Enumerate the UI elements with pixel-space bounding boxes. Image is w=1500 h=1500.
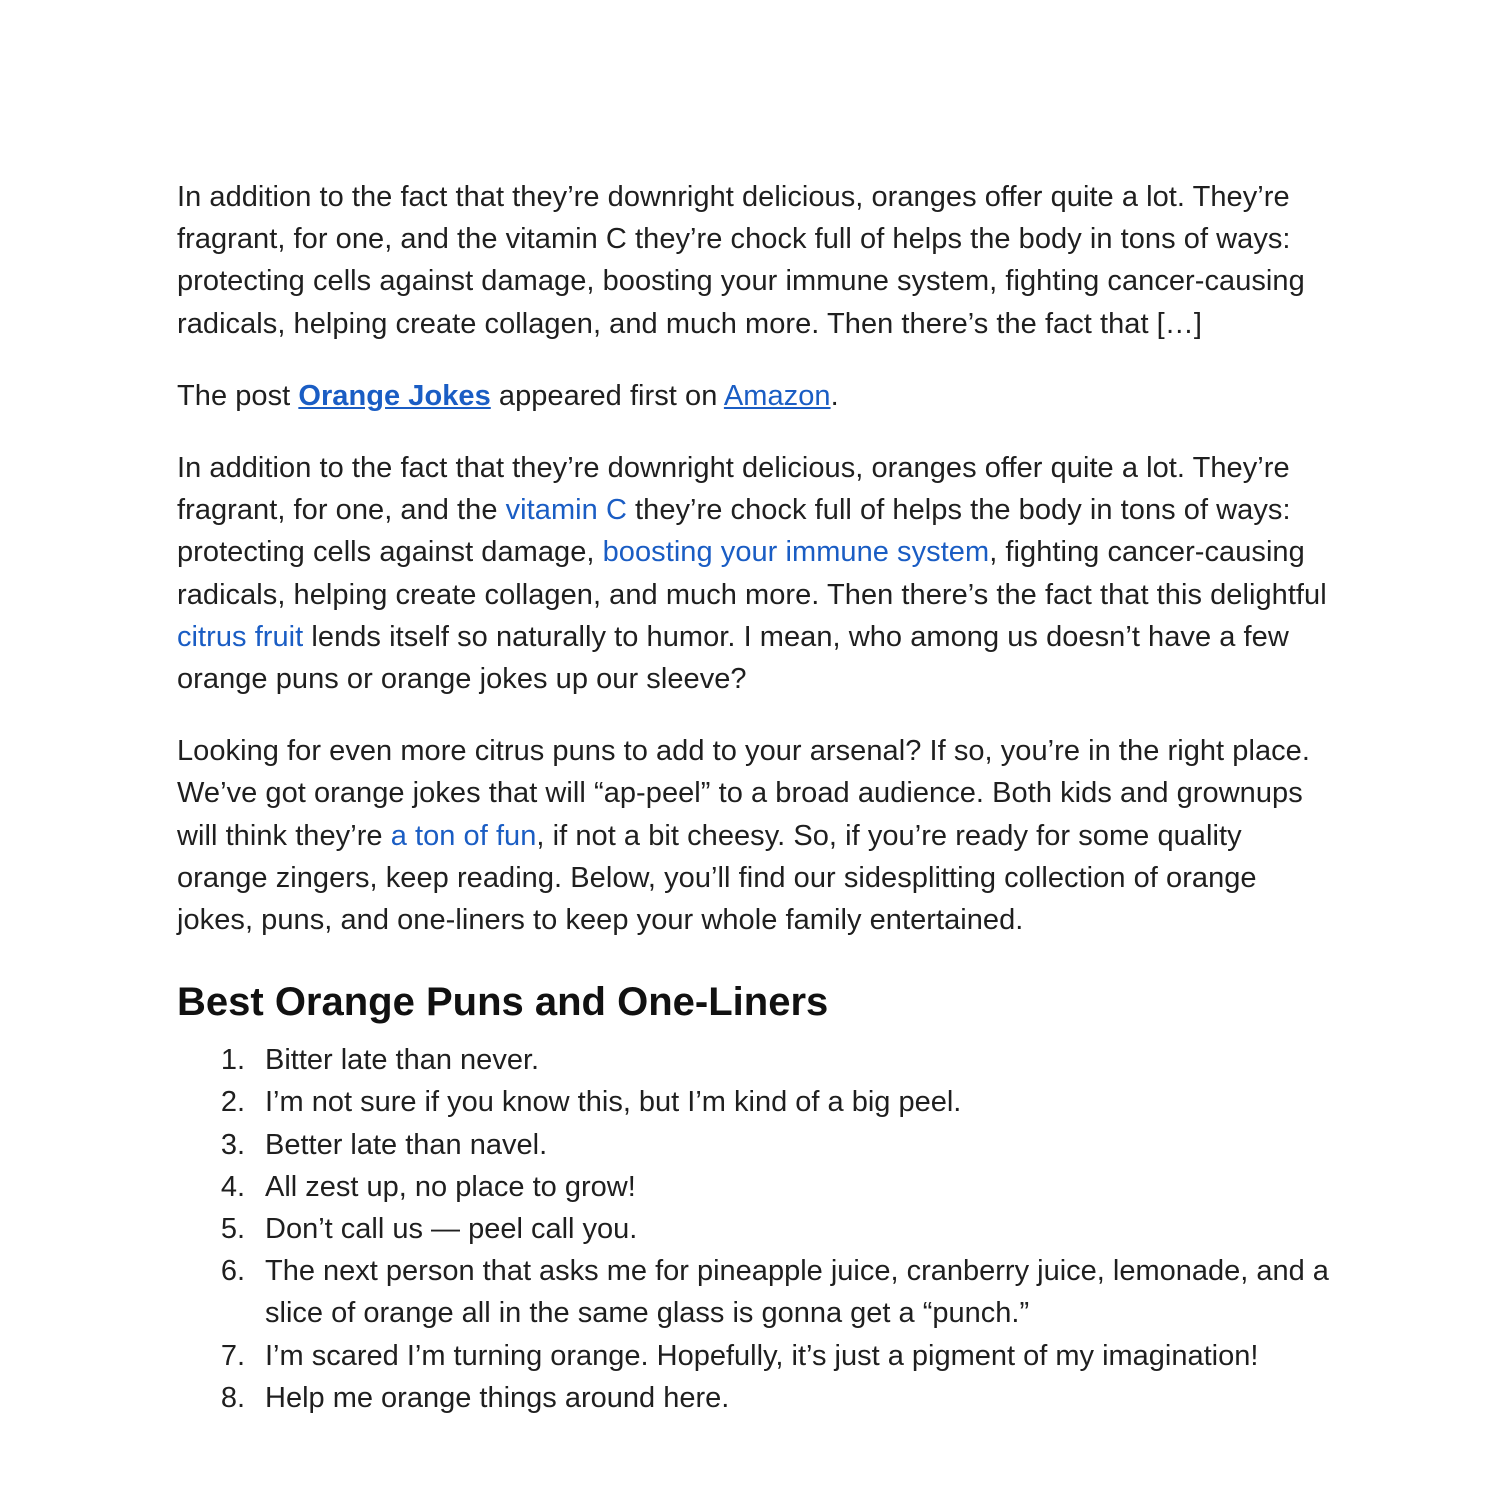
list-item-text: I’m scared I’m turning orange. Hopefully, it’s just a pigment of my imagination!: [265, 1339, 1259, 1372]
intro-text-4: lends itself so naturally to humor. I mean, who among us doesn’t have a few orange puns or orange jokes up our sleeve?: [177, 620, 1289, 696]
amazon-link[interactable]: Amazon: [723, 379, 831, 412]
list-item: [177, 1039, 1330, 1081]
post-attribution-line: [177, 375, 1330, 417]
intro-paragraph: [177, 447, 1330, 700]
excerpt-paragraph: In addition to the fact that they’re downright delicious, oranges offer quite a lot. They’re fragrant, for one, and the vitamin C they’re chock full of helps the body in tons of ways: protecting cells against damage, boosting your immune system, fighting cancer-causing radicals, helping create collagen, and much more. Then there’s the fact that […]: [177, 181, 1305, 340]
second-text-2: , if not a bit cheesy. So, if you’re ready for some quality orange zingers, keep reading. Below, you’ll find our sidesplitting collection of orange jokes, puns, and one-liners to keep your whole family entertained.: [177, 819, 1257, 937]
list-item-text: All zest up, no place to grow!: [265, 1170, 636, 1203]
list-item: [177, 1166, 1330, 1208]
list-item: [177, 1208, 1330, 1250]
list-number: 1.: [220, 1044, 245, 1077]
list-item-text: The next person that asks me for pineapple juice, cranberry juice, lemonade, and a slice of orange all in the same glass is gonna get a “punch.”: [265, 1255, 1329, 1330]
list-item: [177, 1335, 1330, 1377]
intro-text-3: , fighting cancer-causing radicals, helping create collagen, and much more. Then there’s the fact that this delightful: [177, 536, 1327, 611]
post-suffix: .: [830, 379, 839, 412]
ton-of-fun-link[interactable]: a ton of fun: [390, 819, 537, 852]
immune-system-link[interactable]: boosting your immune system: [602, 536, 990, 569]
second-paragraph: [177, 730, 1330, 941]
citrus-fruit-link[interactable]: citrus fruit: [177, 620, 304, 653]
list-item-text: I’m not sure if you know this, but I’m kind of a big peel.: [265, 1086, 962, 1119]
list-item-text: Don’t call us — peel call you.: [265, 1213, 638, 1246]
orange-jokes-link[interactable]: Orange Jokes: [298, 379, 491, 412]
list-item: [177, 1124, 1330, 1166]
list-item-text: Better late than navel.: [265, 1128, 548, 1161]
puns-list: [177, 1039, 1330, 1419]
vitamin-c-link[interactable]: vitamin C: [505, 494, 627, 527]
list-item: [177, 1250, 1330, 1334]
section-heading: Best Orange Puns and One-Liners: [177, 980, 829, 1025]
list-number: 2.: [220, 1086, 245, 1119]
list-number: 4.: [220, 1170, 245, 1203]
list-number: 3.: [220, 1128, 245, 1161]
second-text-1: Looking for even more citrus puns to add to your arsenal? If so, you’re in the right place. We’ve got orange jokes that will “ap-peel” to a broad audience. Both kids and grownups will think they’re: [177, 735, 1310, 852]
intro-text-2: they’re chock full of helps the body in tons of ways: protecting cells against damage,: [177, 494, 1291, 569]
list-item-text: Help me orange things around here.: [265, 1381, 730, 1414]
list-item: [177, 1377, 1330, 1419]
intro-text-1: In addition to the fact that they’re downright delicious, oranges offer quite a lot. They’re fragrant, for one, and the: [177, 452, 1290, 527]
list-number: 8.: [220, 1381, 245, 1414]
post-prefix: The post: [177, 379, 299, 412]
list-number: 6.: [220, 1255, 245, 1288]
list-item: [177, 1081, 1330, 1123]
post-middle: appeared first on: [490, 379, 724, 412]
list-number: 7.: [220, 1339, 245, 1372]
list-number: 5.: [220, 1213, 245, 1246]
list-item-text: Bitter late than never.: [265, 1044, 540, 1077]
